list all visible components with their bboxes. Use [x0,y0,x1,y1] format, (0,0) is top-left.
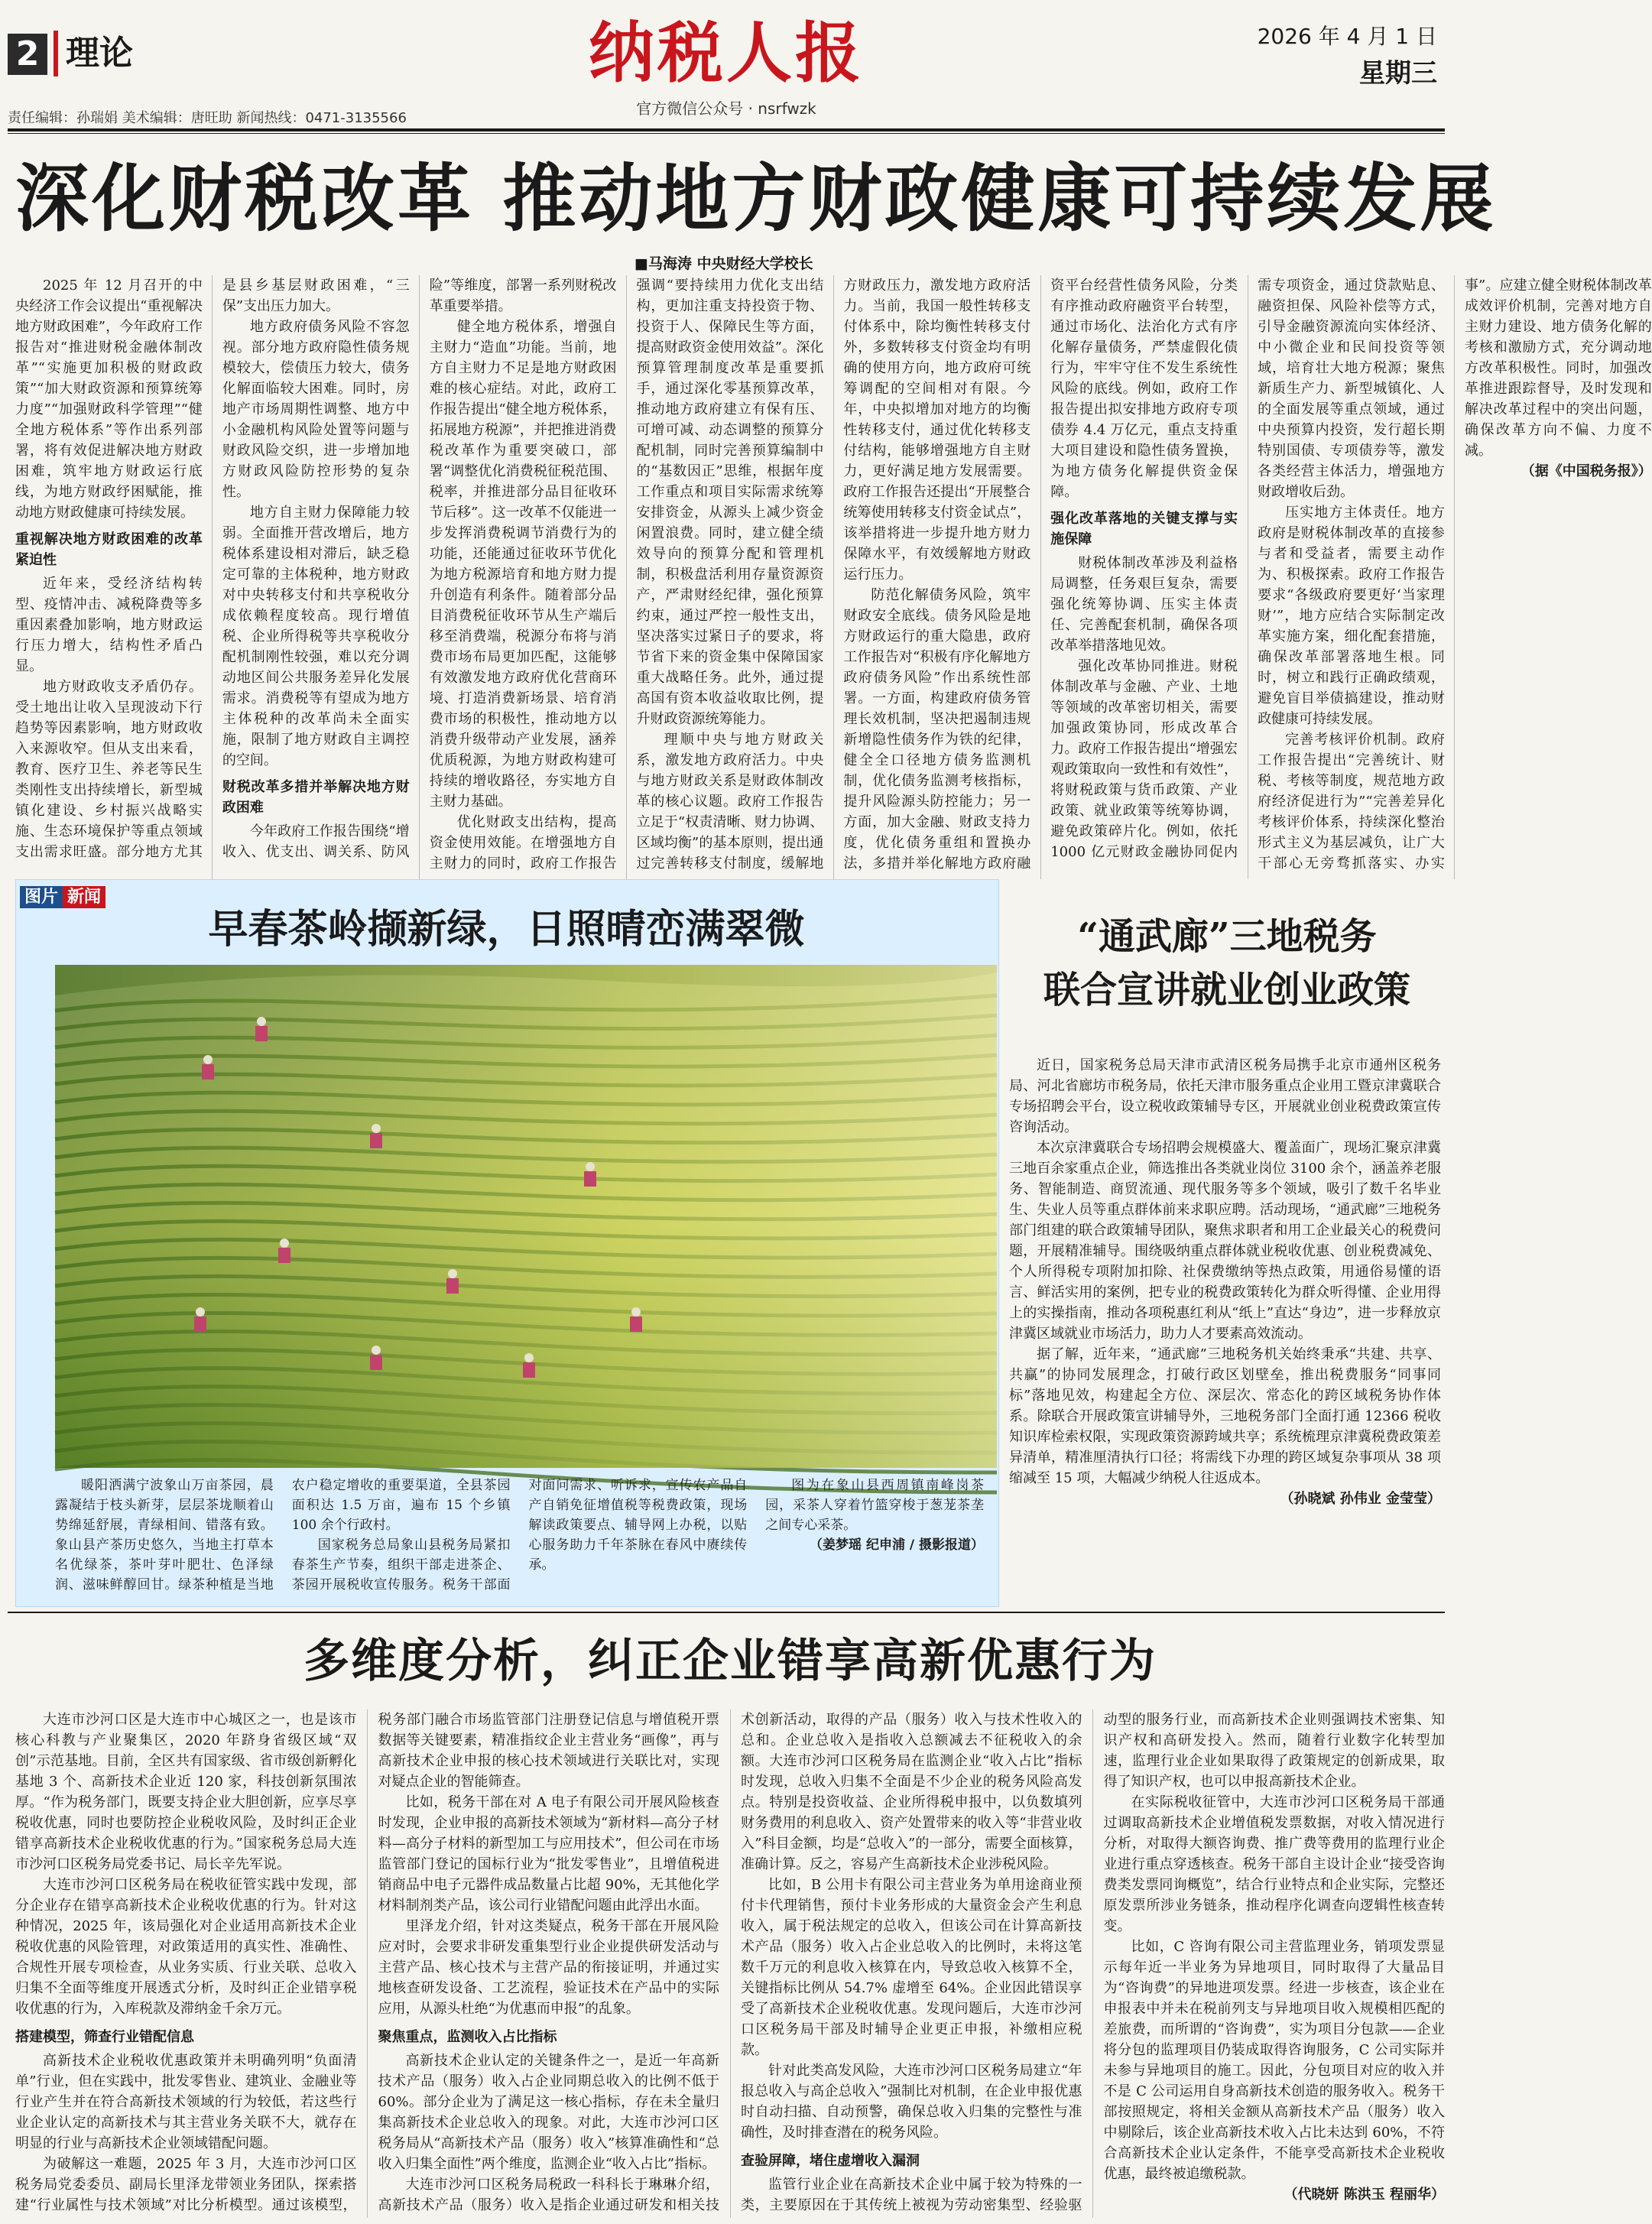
paragraph: 地方自主财力保障能力较弱。全面推开营改增后，地方税体系建设相对滞后，缺乏稳定可靠的主体税种，地方财政对中央转移支付和共享税收分成依赖程度较高。现行增值税、企业所得税等共享税收分配机制刚性较强，难以充分调动地区间公共服务差异化发展需求。消费税等有望成为地方主体税种的改革尚未全面实施，限制了地方财政自主调控的空间。 [222,505,410,768]
subheading: 重视解决地方财政困难的改革紧迫性 [15,531,203,568]
tea-picker [255,1017,268,1041]
paragraph: 地方政府债务风险不容忽视。部分地方政府隐性债务规模较大，偿债压力较大，债务化解面临较大困难。同时，房地产市场周期性调整、地方中小金融机构风险处置等问题与财政风险交织，进一步增加地方财政风险防控形势的复杂性。 [222,319,410,500]
issue-date: 2026 年 4 月 1 日 [1257,24,1437,49]
tag-news: 新闻 [63,886,105,908]
paragraph: 近日，国家税务总局天津市武清区税务局携手北京市通州区税务局、河北省廊坊市税务局，依托天津市服务重点企业用工暨京津冀联合专场招聘会平台，设立税收政策辅导专区，开展就业创业税费政策宣传咨询活动。 [1009,1057,1441,1135]
tea-picker [202,1055,214,1080]
lead-article-body [15,275,1652,879]
subheading: 搭建模型，筛查行业错配信息 [15,2029,194,2045]
tea-picker [446,1269,459,1294]
tea-picker [370,1346,382,1370]
paragraph: 理顺中央与地方财政关系，激发地方政府活力。中央与地方财政关系是财政体制改革的核心议题。政府工作报告立足于“权责清晰、财力协调、区域均衡”的基本原则，提出通过完善转移支付制度，缓解地方财政压力，激发地方政府活力。当前，我国一般性转移支付体系中，除均衡性转移支付外，多数转移支付资金均有明确的使用方向，地方政府可统筹调配的空间相对有限。今年，中央拟增加对地方的均衡性转移支付，通过优化转移支付结构，能够增强地方自主财力，更好满足地方发展需要。政府工作报告还提出“开展整合统筹使用转移支付资金试点”，该举措将进一步提升地方财力保障水平，有效缓解地方财政运行压力。 [636,278,1031,872]
paragraph: 近年来，受经济结构转型、疫情冲击、减税降费等多重因素叠加影响，地方财政运行压力增大，结构性矛盾凸显。 [15,576,203,674]
bottom-article-body [15,1709,1445,2218]
issue-weekday: 星期三 [1359,58,1437,89]
side-article-body [1009,1055,1441,1509]
subheading: 聚焦重点，监测收入占比指标 [378,2029,557,2045]
photo-news-title: 早春茶岭撷新绿，日照晴峦满翠微 [208,907,805,953]
tea-picker [370,1124,382,1148]
paragraph: 暖阳洒满宁波象山万亩茶园，晨露凝结于枝头新芽，层层茶垅顺着山势绵延舒展，青绿相间、错落有致。象山县产茶历史悠久，当地主打草本名优绿茶，茶叶芽叶肥壮、色泽绿润、滋味鲜醇回甘。绿茶种植是当地农户稳定增收的重要渠道，全县茶园面积达 1.5 万亩，遍布 15 个乡镇 100 余个行政村。 [55,1478,511,1593]
paragraph: 优化财政支出结构，提高资金使用效能。在增强地方自主财力的同时，政府工作报告强调“要持续用力优化支出结构，更加注重支持投资于物、投资于人、保障民生等方面，提高财政资金使用效益”。深化预算管理制度改革是重要抓手，通过深化零基预算改革，推动地方政府建立有保有压、可增可减、动态调整的预算分配机制，同时完善预算编制中的“基数因正”思维，根据年度工作重点和项目实际需求统筹安排资金，从源头上减少资金闲置浪费。同时，建立健全绩效导向的预算分配和管理机制，积极盘活利用存量资源资产，严肃财经纪律，强化预算约束，通过严控一般性支出，坚决落实过紧日子的要求，将节省下来的资金集中保障国家重大战略任务。此外，通过提高国有资本收益收取比例，提升财政资源统筹能力。 [429,278,824,872]
header-rule [8,128,1445,131]
paragraph: 为破解这一难题，2025 年 3 月，大连市沙河口区税务局党委委员、副局长里泽龙带领业务团队，探索搭建“行业属性与技术领域”对比分析模型。通过该模型，税务部门融合市场监管部门注册登记信息与增值税开票数据等关键要素，精准指纹企业主营业务“画像”，再与高新技术企业申报的核心技术领域进行关联比对，实现对疑点企业的智能筛查。 [15,1712,719,2213]
paragraph: 图为在象山县西周镇南峰岗茶园，采茶人穿着竹篮穿梭于葱茏茶垄之间专心采茶。 [765,1478,984,1533]
side-title-line1: “通武廊”三地税务 [1077,915,1377,958]
paragraph: 压实地方主体责任。地方政府是财税体制改革的直接参与者和受益者，需要主动作为、积极探索。政府工作报告要求“各级政府要更好‘当家理财’”，地方应结合实际制定改革实施方案，细化配套措施，确保改革部署落地生根。同时，树立和践行正确政绩观，避免盲目举债搞建设，推动财政健康可持续发展。 [1258,505,1445,727]
lead-author: ■马海涛 中央财经大学校长 [635,255,813,272]
side-title-line2: 联合宣讲就业创业政策 [1043,969,1410,1011]
subheading: 财税改革多措并举解决地方财政困难 [222,779,410,816]
tea-picker [278,1239,290,1263]
paragraph: 2025 年 12 月召开的中央经济工作会议提出“重视解决地方财政困难”，今年政府工作报告对“推进财税金融体制改革”“实施更加积极的财政政策”“加大财政资源和预算统筹力度”“加强财政科学管理”“健全地方税体系”等作出系列部署，将有效促进解决地方财政困难，筑牢地方财政运行底线，为地方财政纾困赋能，推动地方财政健康可持续发展。 [15,278,203,521]
lead-headline: 深化财税改革 推动地方财政健康可持续发展 [15,155,1497,242]
source-credit: （姜梦瑶 纪申浦 / 摄影报道） [810,1537,984,1553]
paragraph: 完善考核评价机制。政府工作报告提出“完善统计、财税、考核等制度，规范地方政府经济促进行为”“完善差异化考核评价体系，持续深化整治形式主义为基层减负，让广大干部心无旁骛抓落实、办实事”。应建立健全财税体制改革成效评价机制，完善对地方自主财力建设、地方债务化解的考核和激励方式，充分调动地方改革积极性。同时，加强改革推进跟踪督导，及时发现和解决改革过程中的突出问题，确保改革方向不偏、力度不减。 [1258,278,1652,872]
paragraph: 高新技术企业认定的关键条件之一，是近一年高新技术产品（服务）收入占企业同期总收入的比例不低于 60%。部分企业为了满足这一核心指标，存在未全量归集高新技术企业总收入的现象。对此，大连市沙河口区税务局从“高新技术产品（服务）收入”核算准确性和“总收入归集全面性”两个维度，监测企业“收入占比”指标。 [378,2053,719,2172]
paragraph: 大连市沙河口区是大连市中心城区之一，也是该市核心科教与产业聚集区，2020 年跻身省级区域“双创”示范基地。目前，全区共有国家级、省市级创新孵化基地 3 个、高新技术企业近 120 家，科技创新氛围浓厚。“作为税务部门，既要支持企业大胆创新，应享尽享税收优惠，同时也要防控企业税收风险，及时纠正企业错享高新技术企业税收优惠的行为。”国家税务总局大连市沙河口区税务局党委书记、局长辛先军说。 [15,1712,357,1872]
paragraph: 大连市沙河口区税务局在税收征管实践中发现，部分企业存在错享高新技术企业税收优惠的行为。针对这种情况，2025 年，该局强化对企业适用高新技术企业税收优惠的风险管理，对政策适用的真实性、准确性、合规性开展专项检查，从业务实质、行业关联、总收入归集不全面等维度开展透式分析，及时纠正企业错享税收优惠的行为，入库税款及滞纳金千余万元。 [15,1877,357,2017]
header-rule-thin [8,133,1445,134]
source-credit: （孙晓斌 孙伟业 金莹莹） [1280,1491,1441,1507]
tea-picker [523,1353,535,1378]
paragraph: 比如，C 咨询有限公司主营监理业务，销项发票显示每年近一半业务为异地项目，同时取得了大量品目为“咨询费”的异地进项发票。经进一步核查，该企业在申报表中并未在税前列支与异地项目收入规模相匹配的差旅费，而所谓的“咨询费”，实为项目分包款——企业将分包的监理项目仍装成取得咨询服务，C 公司实际并未参与异地项目的施工。因此，分包项目对应的收入并不是 C 公司运用自身高新技术创造的服务收入。税务干部按照规定，将相关金额从高新技术产品（服务）收入中剔除后，该企业高新技术收入占比未达到 60%，不符合高新技术企业认定条件，不能享受高新技术企业税收优惠，最终被追缴税款。 [1103,1939,1445,2182]
subheading: 查验屏障，堵住虚增收入漏洞 [741,2153,920,2169]
paragraph: 里泽龙介绍，针对这类疑点，税务干部在开展风险应对时，会要求非研发重集型行业企业提供研发活动与主营产品、核心技术与主营产品的衔接证明，并通过实地核查研发设备、工艺流程，验证技术在产品中的实际应用，从源头杜绝“为优惠而申报”的乱象。 [378,1918,719,2017]
paragraph: 针对此类高发风险，大连市沙河口区税务局建立“年报总收入与高企总收入”强制比对机制，在企业申报优惠时自动扫描、自动预警，确保总收入归集的完整性与准确性，及时排查潜在的税务风险。 [741,2063,1082,2141]
page-number: 2 [8,34,47,75]
paragraph: 强化改革协同推进。财税体制改革与金融、产业、土地等领域的改革密切相关，需要加强政策协同，形成改革合力。政府工作报告提出“增强宏观政策取向一致性和有效性”，将财税政策与货币政策、产业政策、就业政策等统筹协调，避免政策碎片化。例如，依托 1000 亿元财政金融协同促内需专项资金，通过贷款贴息、融资担保、风险补偿等方式，引导金融资源流向实体经济、中小微企业和民间投资等领域，培育壮大地方税源；聚焦新质生产力、新型城镇化、人的全面发展等重点领域，通过中央预算内投资，发行超长期特别国债、专项债券等，激发各类经营主体活力，增强地方财政增收后劲。 [1050,278,1445,860]
tag-photo: 图片 [20,886,63,908]
paragraph: 据了解，近年来，“通武廊”三地税务机关始终秉承“共建、共享、共赢”的协同发展理念，打破行政区划壁垒，推出税费服务“同事同标”落地见效，构建起全方位、深层次、常态化的跨区域税务协作体系。除联合开展政策宣讲辅导外，三地税务部门全面打通 12366 税收知识库检索权限，实现政策资源跨域共享；系统梳理京津冀税费政策差异清单，精准厘清执行口径；将需线下办理的跨区域复杂事项从 38 项缩减至 15 项，大幅减少纳税人往返成本。 [1009,1346,1441,1486]
paragraph: 防范化解债务风险，筑牢财政安全底线。债务风险是地方财政运行的重大隐患，政府工作报告对“积极有序化解地方政府债务风险”作出系统性部署。一方面，构建政府债务管理长效机制，坚决把遏制违规新增隐性债务作为铁的纪律，健全全口径地方债务监测机制，优化债务监测考核指标，提升风险源头防控能力；另一方面，加大金融、财政支持力度，优化债务重组和置换办法，多措并举化解地方政府融资平台经营性债务风险，分类有序推动政府融资平台转型，通过市场化、法治化方式有序化解存量债务，严禁虚假化债行为，牢牢守住不发生系统性风险的底线。例如，政府工作报告提出拟安排地方政府专项债券 4.4 万亿元，重点支持重大项目建设和隐性债务置换，为地方债务化解提供资金保障。 [843,278,1238,872]
source-credit: （代晓妍 陈洪玉 程丽华） [1284,2187,1445,2203]
paragraph: 高新技术企业税收优惠政策并未明确列明“负面清单”行业，但在实践中，批发零售业、建筑业、金融业等行业产生并在符合高新技术领域的行为较低，若这些行业企业认定的高新技术与其主营业务关联不大，就存在明显的行业与高新技术企业领域错配问题。 [15,2053,357,2151]
paragraph: 大连市沙河口区税务局税政一科科长于琳琳介绍，高新技术产品（服务）收入是指企业通过研发和相关技术创新活动，取得的产品（服务）收入与技术性收入的总和。企业总收入是指收入总额减去不征税收入的余额。大连市沙河口区税务局在监测企业“收入占比”指标时发现，总收入归集不全面是不少企业的税务风险高发点。特别是投资收益、企业所得税申报中，以负数填列财务费用的利息收入、资产处置带来的收入等“非营业收入”科目金额，均是“总收入”的一部分，需要全面核算，准确计算。反之，容易产生高新技术企业涉税风险。 [378,1712,1082,2213]
source-credit: （据《中国税务报》） [1521,463,1652,479]
wechat-account: 官方微信公众号 · nsrfwzk [636,99,816,118]
paragraph: 今年政府工作报告围绕“增收入、优支出、调关系、防风险”等维度，部署一系列财税改革重要举措。 [222,278,617,860]
masthead: 纳税人报 [589,15,864,92]
photo-caption [55,1476,984,1598]
paragraph: 本次京津冀联合专场招聘会规模盛大、覆盖面广，现场汇聚京津冀三地百余家重点企业，筛选推出各类就业岗位 3100 余个，涵盖养老服务、智能制造、商贸流通、现代服务等多个领域，吸引了数千名毕业生、失业人员等重点群体前来求职应聘。活动现场，“通武廊”三地税务部门组建的联合政策辅导团队，聚焦求职者和用工企业最关心的税费问题，开展精准辅导。围绕吸纳重点群体就业税收优惠、创业税费减免、个人所得税专项附加扣除、社保费缴纳等热点政策，用通俗易懂的语言、鲜活实用的案例，把专业的税费政策转化为群众听得懂、企业用得上的实操指南，推动各项税惠红利从“纸上”直达“身边”，进一步释放京津冀区域就业市场活力，助力人才要素高效流动。 [1009,1140,1441,1342]
paragraph: 财税体制改革涉及利益格局调整，任务艰巨复杂，需要强化统筹协调、压实主体责任、完善配套机制，确保各项改革举措落地见效。 [1050,555,1238,654]
side-article-title [1009,910,1445,1017]
editors-line: 责任编辑：孙瑞娟 美术编辑：唐旺助 新闻热线：0471-3135566 [8,110,407,126]
paragraph: 国家税务总局象山县税务局紧扣春茶生产节奏，组织干部走进茶企、茶园开展税收宣传服务。税务干部面对面问需求、听诉求，宣传农产品自产自销免征增值税等税费政策，现场解读政策要点、辅导网上办税，以贴心服务助力千年茶脉在春风中赓续传承。 [291,1478,748,1593]
section-name: 理论 [54,31,133,76]
paragraph: 监管行业企业在高新技术企业中属于较为特殊的一类，主要原因在于其传统上被视为劳动密集型、经验驱动型的服务行业，而高新技术企业则强调技术密集、知识产权和高研发投入。然而，随着行业数字化转型加速，监理行业企业如果取得了政策规定的创新成果，取得了知识产权，也可以申报高新技术企业。 [741,1712,1445,2213]
paragraph: 地方财政收支矛盾仍存。受土地出让收入呈现波动下行趋势等因素影响，地方财政收入来源收窄。但从支出来看，教育、医疗卫生、养老等民生类刚性支出持续增长，新型城镇化建设、乡村振兴战略实施、生态环境保护等重点领域支出需求旺盛。部分地方尤其是县乡基层财政困难，“三保”支出压力加大。 [15,278,410,860]
section-rule [8,1612,1445,1613]
bottom-article-title: 多维度分析，纠正企业错享高新优惠行为 [303,1635,1157,1688]
paragraph: 比如，B 公用卡有限公司主营业务为单用途商业预付卡代理销售，预付卡业务形成的大量资金会产生利息收入，属于税法规定的总收入，但该公司在计算高新技术产品（服务）收入占企业总收入的比例时，未将这笔数千万元的利息收入核算在内，导致总收入核算不全，关键指标比例从 54.7% 虚增至 64%。企业因此错误享受了高新技术企业税收优惠。发现问题后，大连市沙河口区税务局干部及时辅导企业更正申报，补缴相应税款。 [741,1877,1082,2058]
tea-picker [584,1162,596,1187]
tea-picker [630,1307,642,1332]
paragraph: 在实际税收征管中，大连市沙河口区税务局干部通过调取高新技术企业增值税发票数据，对收入情况进行分析，对取得大额咨询费、推广费等费用的监理行业企业进行重点穿透核查。税务干部自主设计企业“接受咨询费类发票同询概览”，结合行业特点和企业实际，完整还原发票所涉业务链条，推动程序化调查向逻辑性核查转变。 [1103,1794,1445,1934]
paragraph: 比如，税务干部在对 A 电子有限公司开展风险核查时发现，企业申报的高新技术领域为“新材料—高分子材料—高分子材料的新型加工与应用技术”，但公司在市场监管部门登记的国标行业为“批发零售业”，且增值税进销商品中电子元器件成品数量占比超 90%，无其他化学材料制剂类产品，该公司行业错配问题由此浮出水面。 [378,1794,719,1914]
tea-picker [194,1307,206,1332]
tea-garden-photo [55,965,997,1468]
subheading: 强化改革落地的关键支撑与实施保障 [1050,511,1238,547]
paragraph: 健全地方税体系，增强自主财力“造血”功能。当前，地方自主财力不足是地方财政困难的核心症结。对此，政府工作报告提出“健全地方税体系，拓展地方税源”，并把推进消费税改革作为重要突破口，部署“调整优化消费税征税范围、税率，并推进部分品目征收环节后移”。这一改革不仅能进一步发挥消费税调节消费行为的功能，还能通过征收环节优化为地方税源培育和地方财力提升创造有利条件。随着部分品目消费税征收环节从生产端后移至消费端，税源分布将与消费市场布局更加匹配，这能够有效激发地方政府优化营商环境、打造消费新场景、培育消费市场的积极性，推动地方以消费升级带动产业发展，涵养优质税源，为地方财政构建可持续的增收路径，夯实地方自主财力基础。 [429,319,617,810]
